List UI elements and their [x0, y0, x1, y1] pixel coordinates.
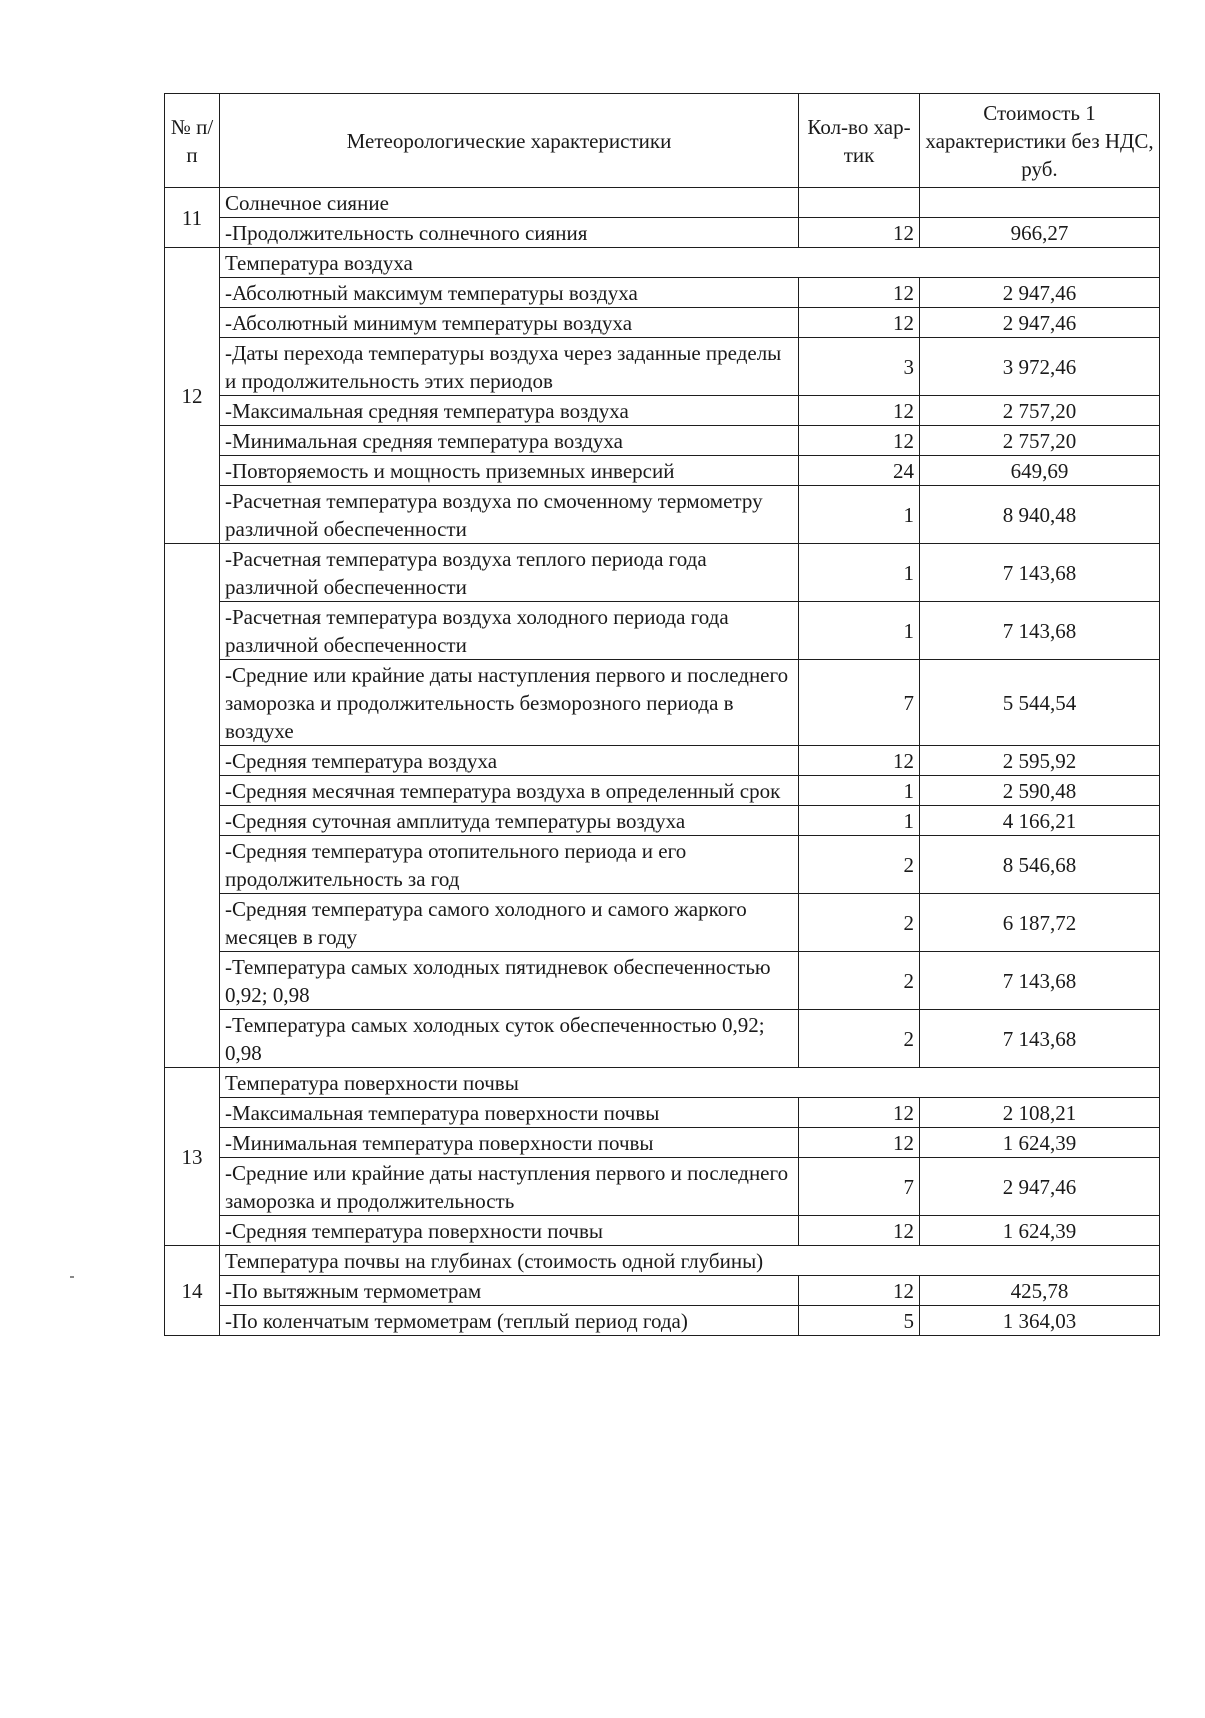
characteristic-name: -По коленчатым термометрам (теплый период года)	[220, 1306, 799, 1336]
group-title: Солнечное сияние	[220, 188, 799, 218]
group-number: 14	[165, 1246, 220, 1336]
characteristic-cost: 2 947,46	[920, 308, 1160, 338]
group-number: 12	[165, 248, 220, 544]
price-table-sheet	[164, 93, 1159, 1336]
characteristic-qty: 2	[799, 1010, 920, 1068]
table-row	[165, 456, 1160, 486]
table-row	[165, 1158, 1160, 1216]
characteristic-name: -Температура самых холодных пятидневок обеспеченностью 0,92; 0,98	[220, 952, 799, 1010]
table-row	[165, 486, 1160, 544]
characteristic-qty: 7	[799, 660, 920, 746]
characteristic-name: -Температура самых холодных суток обеспеченностью 0,92; 0,98	[220, 1010, 799, 1068]
table-row	[165, 1128, 1160, 1158]
empty-qty-cell	[799, 188, 920, 218]
characteristic-cost: 1 624,39	[920, 1128, 1160, 1158]
group-number: 13	[165, 1068, 220, 1246]
characteristic-qty: 12	[799, 1128, 920, 1158]
characteristic-cost: 2 757,20	[920, 426, 1160, 456]
group-row	[165, 248, 1160, 278]
characteristic-cost: 2 947,46	[920, 278, 1160, 308]
characteristic-qty: 12	[799, 278, 920, 308]
characteristic-cost: 7 143,68	[920, 544, 1160, 602]
characteristic-qty: 12	[799, 1098, 920, 1128]
characteristic-cost: 3 972,46	[920, 338, 1160, 396]
table-row	[165, 806, 1160, 836]
group-title: Температура поверхности почвы	[220, 1068, 1160, 1098]
table-row	[165, 396, 1160, 426]
table-row	[165, 278, 1160, 308]
characteristic-qty: 12	[799, 396, 920, 426]
characteristic-cost: 2 947,46	[920, 1158, 1160, 1216]
characteristic-qty: 12	[799, 426, 920, 456]
table-row	[165, 308, 1160, 338]
characteristic-name: -Продолжительность солнечного сияния	[220, 218, 799, 248]
characteristic-qty: 12	[799, 218, 920, 248]
characteristic-cost: 7 143,68	[920, 602, 1160, 660]
header-qty: Кол-во хар-тик	[799, 94, 920, 188]
characteristic-name: -Минимальная температура поверхности почвы	[220, 1128, 799, 1158]
table-row	[165, 1098, 1160, 1128]
group-row	[165, 1068, 1160, 1098]
characteristic-name: -Средние или крайние даты наступления первого и последнего заморозка и продолжительность безморозного периода в воздухе	[220, 660, 799, 746]
characteristic-qty: 12	[799, 746, 920, 776]
characteristic-name: -Средняя суточная амплитуда температуры воздуха	[220, 806, 799, 836]
table-row	[165, 952, 1160, 1010]
characteristic-qty: 3	[799, 338, 920, 396]
meteo-price-table	[164, 93, 1160, 1336]
header-name: Метеорологические характеристики	[220, 94, 799, 188]
table-row	[165, 218, 1160, 248]
table-row	[165, 544, 1160, 602]
table-header-row	[165, 94, 1160, 188]
characteristic-name: -Средняя температура воздуха	[220, 746, 799, 776]
characteristic-name: -Абсолютный минимум температуры воздуха	[220, 308, 799, 338]
characteristic-qty: 1	[799, 806, 920, 836]
group-row	[165, 188, 1160, 218]
characteristic-name: -Даты перехода температуры воздуха через заданные пределы и продолжительность этих периодов	[220, 338, 799, 396]
group-number-continued	[165, 544, 220, 1068]
characteristic-cost: 1 624,39	[920, 1216, 1160, 1246]
characteristic-cost: 2 108,21	[920, 1098, 1160, 1128]
characteristic-name: -Расчетная температура воздуха холодного периода года различной обеспеченности	[220, 602, 799, 660]
characteristic-name: -По вытяжным термометрам	[220, 1276, 799, 1306]
table-row	[165, 426, 1160, 456]
characteristic-cost: 2 757,20	[920, 396, 1160, 426]
characteristic-cost: 7 143,68	[920, 952, 1160, 1010]
characteristic-cost: 2 595,92	[920, 746, 1160, 776]
characteristic-qty: 2	[799, 952, 920, 1010]
characteristic-name: -Минимальная средняя температура воздуха	[220, 426, 799, 456]
characteristic-qty: 12	[799, 1276, 920, 1306]
group-number: 11	[165, 188, 220, 248]
characteristic-qty: 5	[799, 1306, 920, 1336]
characteristic-name: -Средняя температура поверхности почвы	[220, 1216, 799, 1246]
characteristic-qty: 12	[799, 308, 920, 338]
table-row	[165, 776, 1160, 806]
characteristic-cost: 1 364,03	[920, 1306, 1160, 1336]
characteristic-cost: 2 590,48	[920, 776, 1160, 806]
characteristic-cost: 4 166,21	[920, 806, 1160, 836]
characteristic-name: -Расчетная температура воздуха по смоченному термометру различной обеспеченности	[220, 486, 799, 544]
table-row	[165, 338, 1160, 396]
characteristic-name: -Средние или крайние даты наступления первого и последнего заморозка и продолжительность	[220, 1158, 799, 1216]
characteristic-name: -Средняя температура отопительного периода и его продолжительность за год	[220, 836, 799, 894]
table-row	[165, 1010, 1160, 1068]
characteristic-qty: 2	[799, 836, 920, 894]
characteristic-name: -Абсолютный максимум температуры воздуха	[220, 278, 799, 308]
characteristic-name: -Максимальная температура поверхности почвы	[220, 1098, 799, 1128]
table-row	[165, 602, 1160, 660]
characteristic-cost: 7 143,68	[920, 1010, 1160, 1068]
group-title: Температура почвы на глубинах (стоимость одной глубины)	[220, 1246, 1160, 1276]
header-num: № п/п	[165, 94, 220, 188]
characteristic-qty: 2	[799, 894, 920, 952]
table-row	[165, 894, 1160, 952]
characteristic-qty: 1	[799, 544, 920, 602]
characteristic-name: -Повторяемость и мощность приземных инверсий	[220, 456, 799, 486]
empty-cost-cell	[920, 188, 1160, 218]
characteristic-name: -Средняя температура самого холодного и самого жаркого месяцев в году	[220, 894, 799, 952]
characteristic-qty: 1	[799, 776, 920, 806]
table-body	[165, 188, 1160, 1336]
characteristic-qty: 24	[799, 456, 920, 486]
group-row	[165, 1246, 1160, 1276]
characteristic-qty: 7	[799, 1158, 920, 1216]
characteristic-qty: 1	[799, 486, 920, 544]
characteristic-name: -Максимальная средняя температура воздуха	[220, 396, 799, 426]
table-row	[165, 1306, 1160, 1336]
group-title: Температура воздуха	[220, 248, 1160, 278]
characteristic-cost: 425,78	[920, 1276, 1160, 1306]
header-cost: Стоимость 1 характеристики без НДС, руб.	[920, 94, 1160, 188]
characteristic-cost: 5 544,54	[920, 660, 1160, 746]
characteristic-cost: 8 940,48	[920, 486, 1160, 544]
characteristic-cost: 8 546,68	[920, 836, 1160, 894]
characteristic-qty: 12	[799, 1216, 920, 1246]
characteristic-name: -Расчетная температура воздуха теплого периода года различной обеспеченности	[220, 544, 799, 602]
characteristic-qty: 1	[799, 602, 920, 660]
table-row	[165, 836, 1160, 894]
characteristic-cost: 6 187,72	[920, 894, 1160, 952]
table-row	[165, 660, 1160, 746]
characteristic-cost: 966,27	[920, 218, 1160, 248]
characteristic-cost: 649,69	[920, 456, 1160, 486]
table-row	[165, 746, 1160, 776]
characteristic-name: -Средняя месячная температура воздуха в определенный срок	[220, 776, 799, 806]
table-row	[165, 1276, 1160, 1306]
table-row	[165, 1216, 1160, 1246]
scan-speck	[70, 1276, 74, 1278]
